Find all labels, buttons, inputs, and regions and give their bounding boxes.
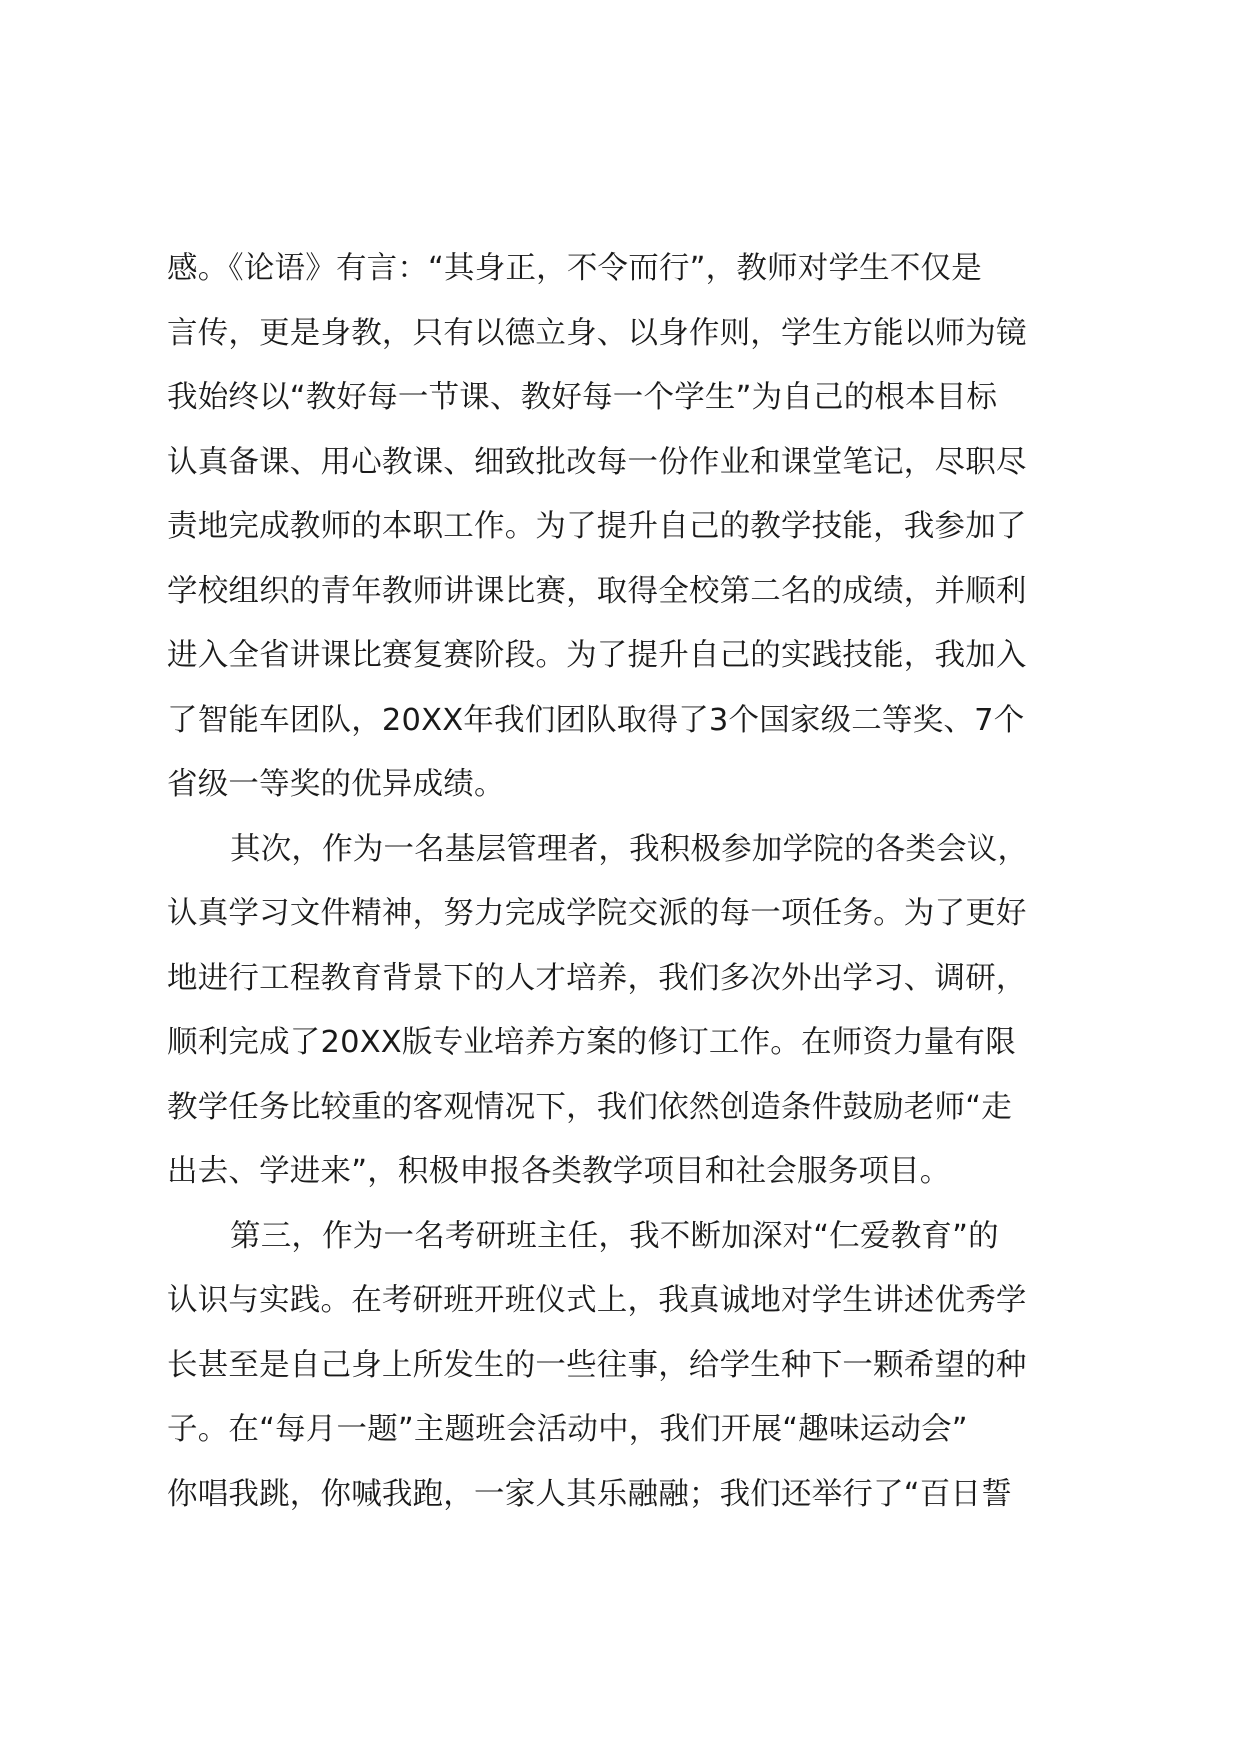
text-line: 了智能车团队，20XX年我们团队取得了3个国家级二等奖、7个 xyxy=(167,702,1025,738)
text-line: 教学任务比较重的客观情况下，我们依然创造条件鼓励老师“走 xyxy=(167,1089,1012,1125)
text-line: 顺利完成了20XX版专业培养方案的修订工作。在师资力量有限 xyxy=(167,1025,1016,1060)
text-line: 子。在“每月一题”主题班会活动中，我们开展“趣味运动会” xyxy=(167,1412,968,1447)
text-line: 认真学习文件精神，努力完成学院交派的每一项任务。为了更好 xyxy=(167,896,1027,931)
text-line: 长甚至是自己身上所发生的一些往事，给学生种下一颗希望的种 xyxy=(167,1347,1027,1383)
body-text xyxy=(167,237,1097,1527)
text-line: 省级一等奖的优异成绩。 xyxy=(167,767,505,802)
text-line: 责地完成教师的本职工作。为了提升自己的教学技能，我参加了 xyxy=(167,509,1027,544)
text-line: 进入全省讲课比赛复赛阶段。为了提升自己的实践技能，我加入 xyxy=(167,638,1027,673)
text-line: 学校组织的青年教师讲课比赛，取得全校第二名的成绩，并顺利 xyxy=(167,573,1027,609)
text-line: 你唱我跳，你喊我跑，一家人其乐融融；我们还举行了“百日誓 xyxy=(167,1476,1012,1512)
text-line: 认识与实践。在考研班开班仪式上，我真诚地对学生讲述优秀学 xyxy=(167,1283,1027,1318)
text-line: 地进行工程教育背景下的人才培养，我们多次外出学习、调研， xyxy=(167,960,1027,996)
text-line: 言传，更是身教，只有以德立身、以身作则，学生方能以师为镜 xyxy=(167,315,1027,351)
text-line: 我始终以“教好每一节课、教好每一个学生”为自己的根本目标 xyxy=(167,380,998,415)
text-line: 出去、学进来”，积极申报各类教学项目和社会服务项目。 xyxy=(167,1154,951,1189)
paragraph-start-line: 其次，作为一名基层管理者，我积极参加学院的各类会议， xyxy=(230,831,1029,867)
text-line: 感。《论语》有言：“其身正，不令而行”，教师对学生不仅是 xyxy=(167,251,982,286)
paragraph-start-line: 第三，作为一名考研班主任，我不断加深对“仁爱教育”的 xyxy=(230,1218,999,1254)
text-line: 认真备课、用心教课、细致批改每一份作业和课堂笔记，尽职尽 xyxy=(167,444,1027,480)
